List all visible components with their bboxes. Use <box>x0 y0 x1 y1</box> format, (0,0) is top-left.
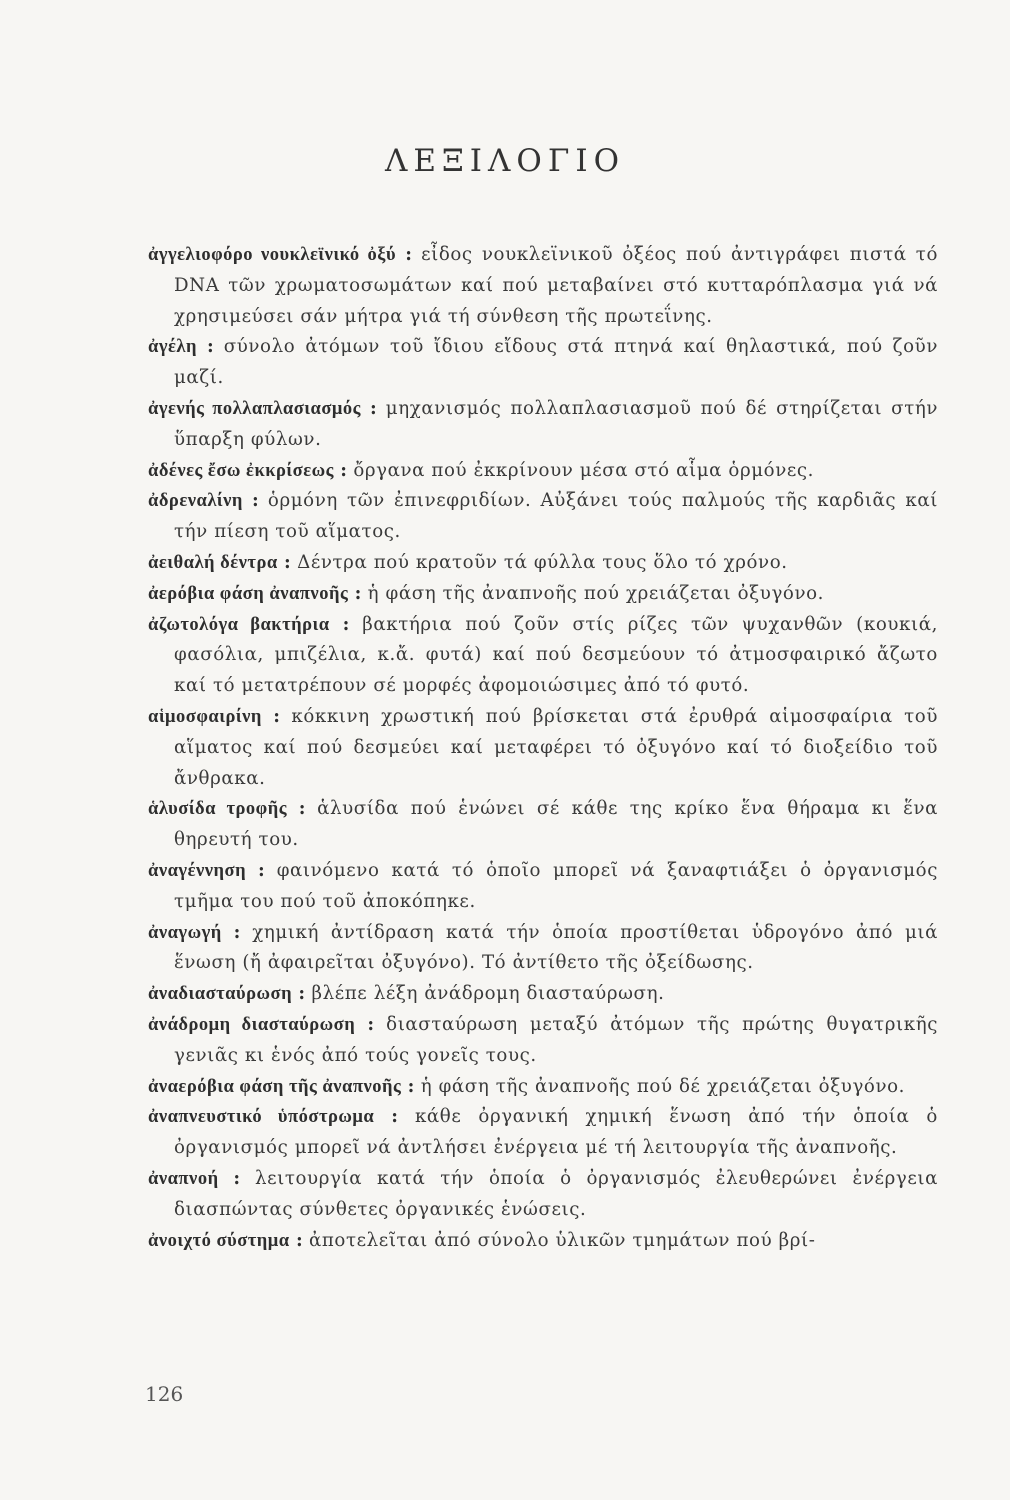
glossary-definition: ἡ φάση τῆς ἀναπνοῆς πού χρειάζεται ὀξυγόνο. <box>367 582 825 604</box>
glossary-definition: κάθε ὀργανική χημική ἕνωση ἀπό τήν ὁποία ὁ ὀργανισμός μπορεῖ νά ἀντλήσει ἐνέργεια μέ τή λειτουργία τῆς ἀναπνοῆς. <box>174 1106 938 1159</box>
glossary-definition: λειτουργία κατά τήν ὁποία ὁ ὀργανισμός ἐλευθερώνει ἐνέργεια διασπώντας σύνθετες ὀργανικές ἑνώσεις. <box>174 1167 938 1220</box>
glossary-entry: ἀνάδρομη διασταύρωση : διασταύρωση μεταξύ ἀτόμων τῆς πρώτης θυγατρικῆς γενιᾶς κι ἑνός ἀπό τούς γονεῖς τους. <box>148 1013 938 1066</box>
glossary-definition: μηχανισμός πολλαπλασιασμοῦ πού δέ στηρίζεται στήν ὕπαρξη φύλων. <box>174 397 939 450</box>
glossary-entry: ἀναγωγή : χημική ἀντίδραση κατά τήν ὁποία προστίθεται ὑδρογόνο ἀπό μιά ἕνωση (ἤ ἀφαιρεῖται ὀξυγόνο). Τό ἀντίθετο τῆς ὀξείδωσης. <box>148 921 938 974</box>
glossary-entry: ἀναγέννηση : φαινόμενο κατά τό ὁποῖο μπορεῖ νά ξαναφτιάξει ὁ ὀργανισμός τμῆμα του πού τοῦ ἀποκόπηκε. <box>148 859 938 912</box>
glossary-definition: ἀποτελεῖται ἀπό σύνολο ὑλικῶν τμημάτων πού βρί- <box>309 1229 816 1251</box>
glossary-definition: βλέπε λέξη ἀνάδρομη διασταύρωση. <box>311 983 665 1005</box>
glossary-term: ἀναπνευστικό ὑπόστρωμα <box>148 1107 375 1128</box>
glossary-definition: ἡ φάση τῆς ἀναπνοῆς πού δέ χρειάζεται ὀξυγόνο. <box>420 1075 906 1097</box>
glossary-term: ἀζωτολόγα βακτήρια <box>148 614 330 635</box>
glossary-term: ἀναδιασταύρωση <box>148 984 293 1005</box>
glossary-term: ἀνοιχτό σύστημα <box>148 1230 290 1251</box>
glossary-term: ἀδένες ἔσω ἐκκρίσεως <box>148 460 334 481</box>
glossary-term: ἀγέλη <box>148 337 197 358</box>
page-title: ΛΕΞΙΛΟΓΙΟ <box>384 142 626 179</box>
glossary-definition: χημική ἀντίδραση κατά τήν ὁποία προστίθεται ὑδρογόνο ἀπό μιά ἕνωση (ἤ ἀφαιρεῖται ὀξυγόνο). Τό ἀντίθετο τῆς ὀξείδωσης. <box>174 921 938 974</box>
glossary-entry: ἀγγελιοφόρο νουκλεϊνικό ὀξύ : εἶδος νουκλεϊνικοῦ ὀξέος πού ἀντιγράφει πιστά τό DNA τῶν χρωματοσωμάτων καί πού μεταβαίνει στό κυτταρόπλασμα γιά νά χρησιμεύσει σάν μήτρα γιά τή σύνθεση τῆς πρωτεΐνης. <box>148 244 938 327</box>
glossary-entry: ἀγενής πολλαπλασιασμός : μηχανισμός πολλαπλασιασμοῦ πού δέ στηρίζεται στήν ὕπαρξη φύλων. <box>148 397 939 450</box>
glossary-entry: αἱμοσφαιρίνη : κόκκινη χρωστική πού βρίσκεται στά ἐρυθρά αἱμοσφαίρια τοῦ αἵματος καί πού δεσμεύει καί μεταφέρει τό ὀξυγόνο καί τό διοξείδιο τοῦ ἄνθρακα. <box>148 705 938 789</box>
glossary-term: ἀγγελιοφόρο νουκλεϊνικό ὀξύ <box>148 245 397 265</box>
glossary-entry: ἀναερόβια φάση τῆς ἀναπνοῆς : ἡ φάση τῆς ἀναπνοῆς πού δέ χρειάζεται ὀξυγόνο. <box>148 1075 906 1097</box>
glossary-term: ἀναπνοή <box>148 1168 219 1189</box>
glossary-entry: ἀναπνοή : λειτουργία κατά τήν ὁποία ὁ ὀργανισμός ἐλευθερώνει ἐνέργεια διασπώντας σύνθετες ὀργανικές ἑνώσεις. <box>148 1167 938 1220</box>
glossary-definition: Δέντρα πού κρατοῦν τά φύλλα τους ὅλο τό χρόνο. <box>297 551 788 573</box>
glossary-definition: κόκκινη χρωστική πού βρίσκεται στά ἐρυθρά αἱμοσφαίρια τοῦ αἵματος καί πού δεσμεύει καί μεταφέρει τό ὀξυγόνο καί τό διοξείδιο τοῦ ἄνθρακα. <box>174 705 938 789</box>
glossary-definition: σύνολο ἀτόμων τοῦ ἴδιου εἴδους στά πτηνά καί θηλαστικά, πού ζοῦν μαζί. <box>174 336 938 389</box>
glossary-term: ἀναγέννηση <box>148 860 247 881</box>
glossary-definition: ἁλυσίδα πού ἑνώνει σέ κάθε της κρίκο ἕνα θήραμα κι ἕνα θηρευτή του. <box>174 798 939 851</box>
glossary-term: ἀδρεναλίνη <box>148 491 243 512</box>
glossary-term: ἀνάδρομη διασταύρωση <box>148 1014 356 1035</box>
glossary-list <box>148 240 938 1256</box>
glossary-term: ἁλυσίδα τροφῆς <box>148 799 288 820</box>
glossary-entry: ἁλυσίδα τροφῆς : ἁλυσίδα πού ἑνώνει σέ κάθε της κρίκο ἕνα θήραμα κι ἕνα θηρευτή του. <box>148 798 939 851</box>
glossary-entry: ἀγέλη : σύνολο ἀτόμων τοῦ ἴδιου εἴδους στά πτηνά καί θηλαστικά, πού ζοῦν μαζί. <box>148 336 938 389</box>
glossary-term: ἀναερόβια φάση τῆς ἀναπνοῆς <box>148 1076 402 1097</box>
glossary-entry: ἀειθαλή δέντρα : Δέντρα πού κρατοῦν τά φύλλα τους ὅλο τό χρόνο. <box>148 551 788 573</box>
glossary-definition: ὁρμόνη τῶν ἐπινεφριδίων. Αὐξάνει τούς παλμούς τῆς καρδιᾶς καί τήν πίεση τοῦ αἵματος. <box>174 490 938 543</box>
glossary-term: ἀερόβια φάση ἀναπνοῆς <box>148 583 349 604</box>
glossary-definition: ὄργανα πού ἐκκρίνουν μέσα στό αἷμα ὁρμόνες. <box>353 459 815 481</box>
glossary-entry: ἀδένες ἔσω ἐκκρίσεως : ὄργανα πού ἐκκρίνουν μέσα στό αἷμα ὁρμόνες. <box>148 459 815 481</box>
glossary-definition: εἶδος νουκλεϊνικοῦ ὀξέος πού ἀντιγράφει πιστά τό DNA τῶν χρωματοσωμάτων καί πού μεταβαίνει στό κυτταρόπλασμα γιά νά χρησιμεύσει σάν μήτρα γιά τή σύνθεση τῆς πρωτεΐνης. <box>174 244 938 327</box>
glossary-entry: ἀζωτολόγα βακτήρια : βακτήρια πού ζοῦν στίς ρίζες τῶν ψυχανθῶν (κουκιά, φασόλια, μπιζέλια, κ.ἄ. φυτά) καί πού δεσμεύουν τό ἀτμοσφαιρικό ἄζωτο καί τό μετατρέπουν σέ μορφές ἀφομοιώσιμες ἀπό τό φυτό. <box>148 613 938 697</box>
glossary-term: ἀγενής πολλαπλασιασμός <box>148 398 361 419</box>
glossary-term: ἀναγωγή <box>148 922 222 943</box>
glossary-definition: φαινόμενο κατά τό ὁποῖο μπορεῖ νά ξαναφτιάξει ὁ ὀργανισμός τμῆμα του πού τοῦ ἀποκόπηκε. <box>174 859 938 912</box>
glossary-term: αἱμοσφαιρίνη <box>148 706 262 727</box>
glossary-entry: ἀερόβια φάση ἀναπνοῆς : ἡ φάση τῆς ἀναπνοῆς πού χρειάζεται ὀξυγόνο. <box>148 582 825 604</box>
glossary-definition: βακτήρια πού ζοῦν στίς ρίζες τῶν ψυχανθῶν (κουκιά, φασόλια, μπιζέλια, κ.ἄ. φυτά) καί πού δεσμεύουν τό ἀτμοσφαιρικό ἄζωτο καί τό μετατρέπουν σέ μορφές ἀφομοιώσιμες ἀπό τό φυτό. <box>174 613 938 697</box>
glossary-entry: ἀναπνευστικό ὑπόστρωμα : κάθε ὀργανική χημική ἕνωση ἀπό τήν ὁποία ὁ ὀργανισμός μπορεῖ νά ἀντλήσει ἐνέργεια μέ τή λειτουργία τῆς ἀναπνοῆς. <box>148 1106 938 1159</box>
glossary-entry: ἀδρεναλίνη : ὁρμόνη τῶν ἐπινεφριδίων. Αὐξάνει τούς παλμούς τῆς καρδιᾶς καί τήν πίεση τοῦ αἵματος. <box>148 490 938 543</box>
glossary-entry: ἀναδιασταύρωση : βλέπε λέξη ἀνάδρομη διασταύρωση. <box>148 983 665 1005</box>
glossary-definition: διασταύρωση μεταξύ ἀτόμων τῆς πρώτης θυγατρικῆς γενιᾶς κι ἑνός ἀπό τούς γονεῖς τους. <box>174 1013 938 1066</box>
glossary-entry: ἀνοιχτό σύστημα : ἀποτελεῖται ἀπό σύνολο ὑλικῶν τμημάτων πού βρί- <box>148 1229 816 1251</box>
glossary-term: ἀειθαλή δέντρα <box>148 552 278 573</box>
page-number: 126 <box>145 1382 184 1406</box>
